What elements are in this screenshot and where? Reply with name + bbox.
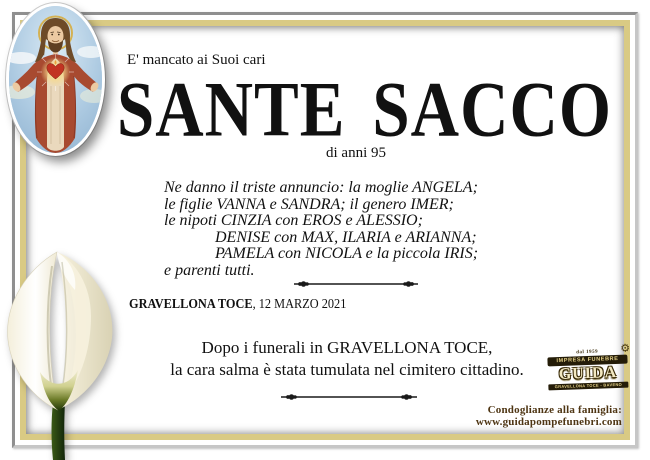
- condolences-line: Condoglianze alla famiglia:: [487, 404, 622, 416]
- funeral-line: Dopo i funerali in GRAVELLONA TOCE,: [201, 338, 493, 357]
- date-text: , 12 MARZO 2021: [252, 297, 347, 312]
- age-line: di anni 95: [326, 145, 386, 161]
- jesus-illustration: [9, 6, 102, 153]
- condolences-note: [476, 404, 622, 428]
- ornamental-divider-top: [293, 278, 419, 290]
- condolences-website: www.guidapompefunebri.com: [475, 416, 622, 428]
- sacred-heart-jesus-image: [6, 3, 105, 156]
- announcement-line: DENISE con MAX, ILARIA e ARIANNA;: [215, 228, 477, 246]
- logo-company-name: GUIDA: [558, 363, 618, 383]
- announcement-paragraph: [164, 180, 478, 279]
- announcement-line: PAMELA con NICOLA e la piccola IRIS;: [215, 245, 479, 262]
- ornamental-divider-bottom: [280, 391, 418, 403]
- announcement-line: le figlie VANNA e SANDRA; il genero IMER;: [164, 195, 454, 213]
- logo-towns-banner: GRAVELLONA TOCE - BAVENO: [548, 381, 628, 390]
- place-date-line: [129, 297, 346, 313]
- seal-gear-icon: ⚙: [619, 341, 631, 355]
- funeral-paragraph: [146, 337, 548, 381]
- logo-type-banner: IMPRESA FUNEBRE: [547, 355, 627, 366]
- announcement-line: Ne danno il triste annuncio: la moglie ANGELA;: [164, 179, 478, 196]
- announcement-line: le nipoti CINZIA con EROS e ALESSIO;: [164, 212, 423, 229]
- calla-lily-image: [0, 246, 124, 460]
- funeral-home-logo: [547, 341, 631, 402]
- funeral-line: la cara salma è stata tumulata nel cimitero cittadino.: [170, 360, 524, 379]
- deceased-last-name: SACCO: [372, 66, 612, 153]
- logo-since-line: dal 1959: [576, 349, 599, 356]
- deceased-first-name: SANTE: [117, 66, 346, 153]
- announcement-line: e parenti tutti.: [164, 261, 255, 279]
- place-name: GRAVELLONA TOCE: [129, 297, 253, 312]
- intro-line: E' mancato ai Suoi cari: [127, 52, 266, 68]
